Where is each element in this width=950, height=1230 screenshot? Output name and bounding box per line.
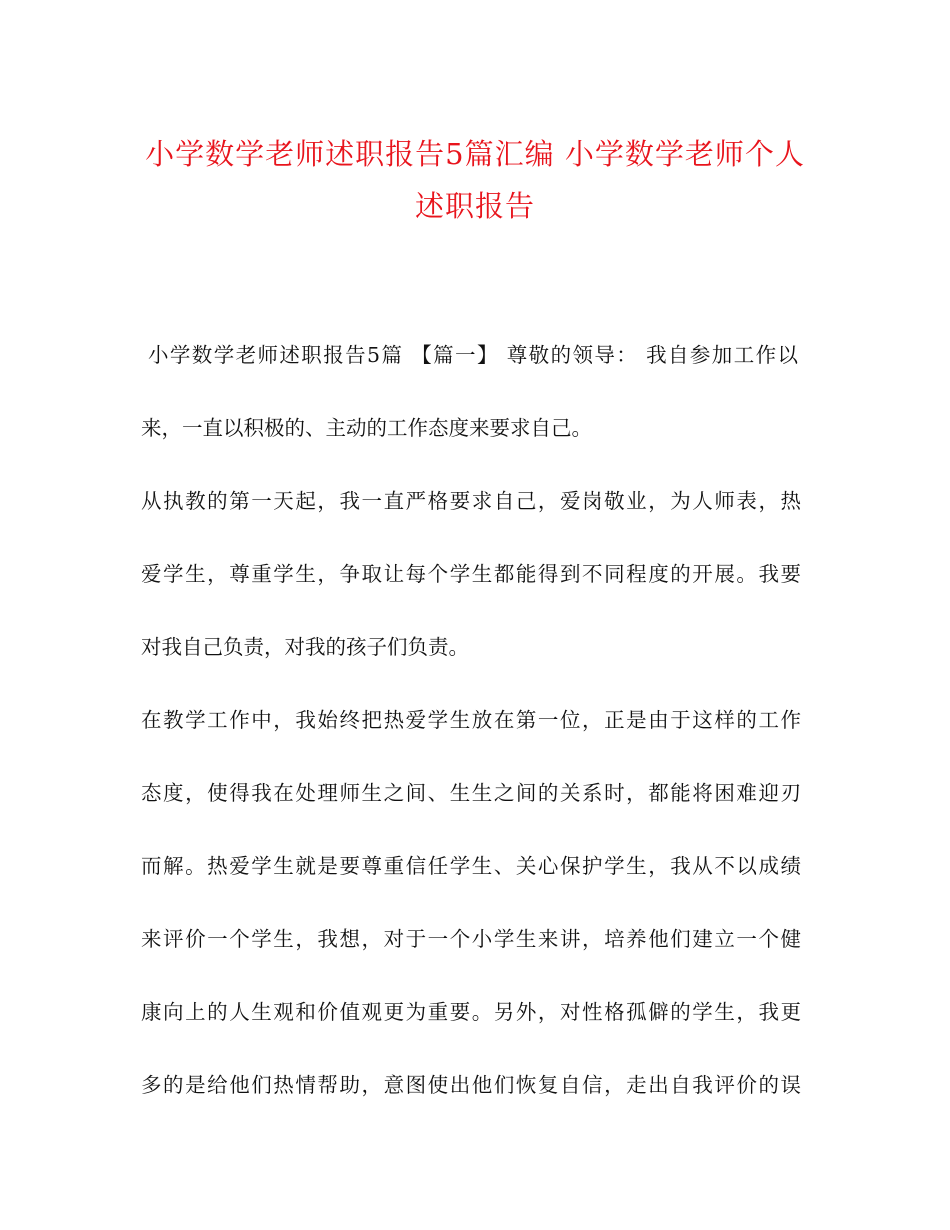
body-line: 爱学生，尊重学生，争取让每个学生都能得到不同程度的开展。我要 xyxy=(141,562,801,586)
body-line: 在教学工作中，我始终把热爱学生放在第一位，正是由于这样的工作 xyxy=(141,708,801,732)
body-line: 来，一直以积极的、主动的工作态度来要求自己。 xyxy=(141,416,592,440)
body-line: 对我自己负责，对我的孩子们负责。 xyxy=(141,635,469,659)
document-title: 小学数学老师述职报告5篇汇编 小学数学老师个人述职报告 xyxy=(145,137,805,223)
body-line: 而解。热爱学生就是要尊重信任学生、关心保护学生，我从不以成绩 xyxy=(141,854,801,878)
body-line: 小学数学老师述职报告5篇 【篇一】 尊敬的领导： 我自参加工作以 xyxy=(148,343,798,367)
body-line: 多的是给他们热情帮助，意图使出他们恢复自信，走出自我评价的误 xyxy=(141,1073,801,1097)
body-line: 康向上的人生观和价值观更为重要。另外，对性格孤僻的学生，我更 xyxy=(141,1000,801,1024)
body-line: 态度，使得我在处理师生之间、生生之间的关系时，都能将困难迎刃 xyxy=(141,781,801,805)
body-line: 从执教的第一天起，我一直严格要求自己，爱岗敬业，为人师表，热 xyxy=(141,489,801,513)
body-line: 来评价一个学生，我想，对于一个小学生来讲，培养他们建立一个健 xyxy=(141,927,801,951)
